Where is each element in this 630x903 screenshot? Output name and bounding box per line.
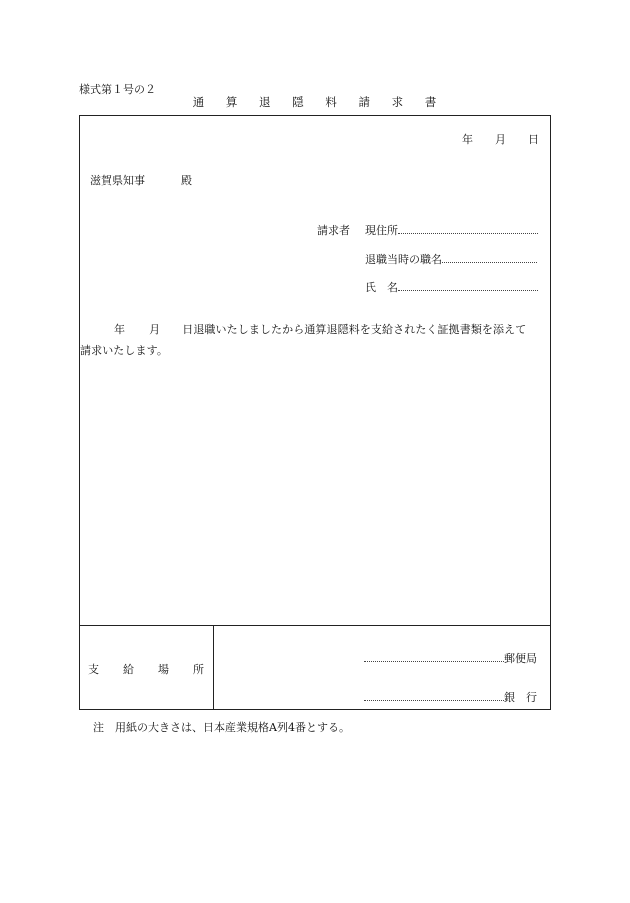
- position-label: 退職当時の職名: [365, 253, 442, 266]
- addressee-honorific: 殿: [181, 174, 192, 187]
- date-line: [462, 131, 539, 147]
- bank-field[interactable]: [364, 690, 504, 701]
- addressee: [90, 172, 192, 188]
- requester-label: 請求者: [317, 224, 350, 237]
- post-office-field[interactable]: [364, 651, 504, 662]
- date-month-label: 月: [495, 133, 506, 146]
- address-field[interactable]: [398, 223, 538, 234]
- form-frame: [79, 115, 551, 710]
- bank-label: 銀 行: [504, 691, 537, 704]
- request-statement: [80, 319, 552, 361]
- paper-size-note: 注 用紙の大きさは、日本産業規格A列4番とする。: [93, 721, 350, 734]
- body-year: 年: [114, 323, 126, 336]
- document-title: 通 算 退 隠 料 請 求 書: [192, 95, 446, 109]
- payment-place-label: 支給場所: [88, 663, 228, 676]
- form-number: 様式第１号の２: [79, 83, 156, 96]
- payment-section-divider: [80, 625, 550, 626]
- address-label: 現住所: [365, 224, 398, 237]
- body-month: 月: [149, 323, 161, 336]
- post-office-label: 郵便局: [504, 652, 537, 665]
- address-row: [365, 222, 538, 238]
- name-field[interactable]: [398, 280, 538, 291]
- body-line1: 日退職いたしましたから通算退隠料を支給されたく証拠書類を添えて: [182, 323, 527, 336]
- date-year-label: 年: [462, 133, 473, 146]
- name-label: 氏 名: [365, 281, 398, 294]
- position-field[interactable]: [442, 252, 537, 263]
- date-day-label: 日: [528, 133, 539, 146]
- addressee-name: 滋賀県知事: [90, 174, 145, 187]
- body-line2: 請求いたします。: [80, 344, 168, 357]
- bank-row: [364, 689, 537, 705]
- position-row: [365, 251, 537, 267]
- post-office-row: [364, 650, 537, 666]
- name-row: [365, 279, 538, 295]
